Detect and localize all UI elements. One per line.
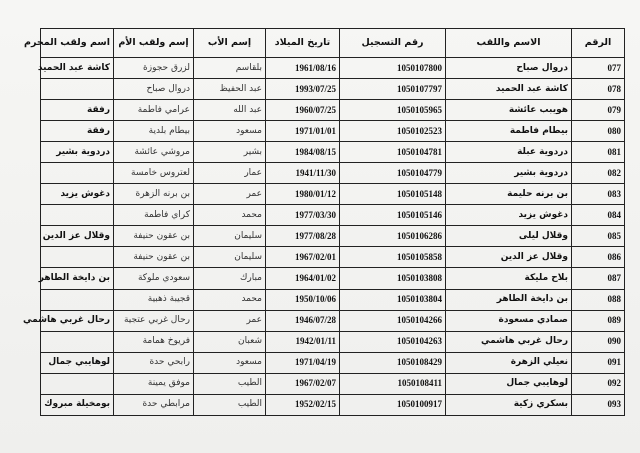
header-name: الاسم واللقب [446,29,572,58]
header-num: الرقم [572,29,625,58]
guardian-name [41,247,114,268]
guardian-name: كاشة عبد الحميد [41,58,114,79]
registration-number: 1050108429 [340,352,446,373]
mother-name: لزرق حجوزة [114,58,194,79]
person-name: دروال صباح [446,58,572,79]
father-name: محمد [194,205,266,226]
birth-date: 1980/01/12 [266,184,340,205]
person-name: بن برنه حليمة [446,184,572,205]
guardian-name [41,163,114,184]
birth-date: 1984/08/15 [266,142,340,163]
header-reg: رقم التسجيل [340,29,446,58]
header-father: إسم الأب [194,29,266,58]
birth-date: 1977/08/28 [266,226,340,247]
header-guardian: اسم ولقب المحرم [41,29,114,58]
father-name: عمر [194,184,266,205]
row-number: 085 [572,226,625,247]
birth-date: 1960/07/25 [266,100,340,121]
mother-name: رحال غربي عتجية [114,310,194,331]
father-name: عبد الله [194,100,266,121]
header-mother: إسم ولقب الأم [114,29,194,58]
father-name: عبد الحفيظ [194,79,266,100]
mother-name: سعودي ملوكة [114,268,194,289]
row-number: 084 [572,205,625,226]
row-number: 091 [572,352,625,373]
mother-name: كراي فاطمة [114,205,194,226]
row-number: 088 [572,289,625,310]
registration-number: 1050108411 [340,373,446,394]
row-number: 086 [572,247,625,268]
mother-name: مرابطي حدة [114,394,194,415]
guardian-name: لوهايبي جمال [41,352,114,373]
registration-number: 1050105965 [340,100,446,121]
father-name: مبارك [194,268,266,289]
mother-name: بن عقون حنيفة [114,226,194,247]
row-number: 092 [572,373,625,394]
row-number: 082 [572,163,625,184]
registration-number: 1050104263 [340,331,446,352]
table-row [41,310,625,331]
birth-date: 1946/07/28 [266,310,340,331]
row-number: 089 [572,310,625,331]
person-name: دردوية بشير [446,163,572,184]
guardian-name [41,331,114,352]
mother-name: رابحي حدة [114,352,194,373]
father-name: سليمان [194,247,266,268]
birth-date: 1971/04/19 [266,352,340,373]
father-name: مسعود [194,352,266,373]
person-name: وقلال عز الدين [446,247,572,268]
father-name: مسعود [194,121,266,142]
guardian-name: بن دايخة الطاهر [41,268,114,289]
registration-number: 1050105146 [340,205,446,226]
guardian-name: رفقة [41,121,114,142]
table-row [41,184,625,205]
father-name: الطيب [194,373,266,394]
guardian-name: دغوش يزيد [41,184,114,205]
mother-name: مروشي عائشة [114,142,194,163]
row-number: 080 [572,121,625,142]
person-name: كاشة عبد الحميد [446,79,572,100]
mother-name: قجيبة ذهبية [114,289,194,310]
registration-number: 1050102523 [340,121,446,142]
mother-name: بن برنه الزهرة [114,184,194,205]
registration-number: 1050107800 [340,58,446,79]
registration-number: 1050103804 [340,289,446,310]
table-row [41,352,625,373]
person-name: بن دايخة الطاهر [446,289,572,310]
header-dob: تاريخ الميلاد [266,29,340,58]
guardian-name [41,205,114,226]
father-name: شعبان [194,331,266,352]
mother-name: فريوخ همامة [114,331,194,352]
birth-date: 1950/10/06 [266,289,340,310]
table-row [41,268,625,289]
guardian-name [41,373,114,394]
registration-number: 1050104266 [340,310,446,331]
birth-date: 1942/01/11 [266,331,340,352]
father-name: بشير [194,142,266,163]
guardian-name [41,79,114,100]
table-row [41,247,625,268]
table-row [41,121,625,142]
registration-number: 1050103808 [340,268,446,289]
mother-name: لعتروس خامسة [114,163,194,184]
row-number: 078 [572,79,625,100]
row-number: 087 [572,268,625,289]
row-number: 077 [572,58,625,79]
father-name: محمد [194,289,266,310]
mother-name: دروال صباح [114,79,194,100]
registration-number: 1050107797 [340,79,446,100]
table-row [41,226,625,247]
row-number: 083 [572,184,625,205]
registration-number: 1050104781 [340,142,446,163]
person-name: صمادي مسعودة [446,310,572,331]
person-name: بيطام فاطمة [446,121,572,142]
person-name: وقلال ليلى [446,226,572,247]
mother-name: بيطام بلدية [114,121,194,142]
person-name: هويبب عائشة [446,100,572,121]
registration-number: 1050100917 [340,394,446,415]
father-name: بلقاسم [194,58,266,79]
birth-date: 1971/01/01 [266,121,340,142]
person-name: دغوش يزيد [446,205,572,226]
birth-date: 1967/02/07 [266,373,340,394]
guardian-name: بومخيلة مبروك [41,394,114,415]
person-name: بسكري زكية [446,394,572,415]
table-row [41,394,625,415]
person-name: رحال غربي هاشمي [446,331,572,352]
table-row [41,205,625,226]
mother-name: بن عقون حنيفة [114,247,194,268]
person-name: دردوية عبلة [446,142,572,163]
mother-name: عرامي فاطمة [114,100,194,121]
row-number: 090 [572,331,625,352]
row-number: 093 [572,394,625,415]
guardian-name: رفقة [41,100,114,121]
row-number: 081 [572,142,625,163]
registration-table [23,28,625,416]
guardian-name [41,289,114,310]
table-row [41,289,625,310]
table-row [41,331,625,352]
guardian-name: رحال غربي هاشمي [41,310,114,331]
birth-date: 1952/02/15 [266,394,340,415]
birth-date: 1977/03/30 [266,205,340,226]
father-name: الطيب [194,394,266,415]
birth-date: 1964/01/02 [266,268,340,289]
guardian-name: دردوية بشير [41,142,114,163]
table-row [41,79,625,100]
person-name: نعيلي الزهرة [446,352,572,373]
row-number: 079 [572,100,625,121]
father-name: سليمان [194,226,266,247]
table-row [41,58,625,79]
birth-date: 1967/02/01 [266,247,340,268]
header-row [41,29,625,58]
father-name: عمار [194,163,266,184]
person-name: بلاح مليكة [446,268,572,289]
registration-number: 1050104779 [340,163,446,184]
guardian-name: وقلال عز الدين [41,226,114,247]
table-row [41,373,625,394]
person-name: لوهايبي جمال [446,373,572,394]
birth-date: 1941/11/30 [266,163,340,184]
registration-number: 1050105148 [340,184,446,205]
registration-number: 1050105858 [340,247,446,268]
birth-date: 1993/07/25 [266,79,340,100]
table-row [41,163,625,184]
birth-date: 1961/08/16 [266,58,340,79]
mother-name: موفق يمينة [114,373,194,394]
table-row [41,142,625,163]
table-row [41,100,625,121]
father-name: عمر [194,310,266,331]
registration-number: 1050106286 [340,226,446,247]
